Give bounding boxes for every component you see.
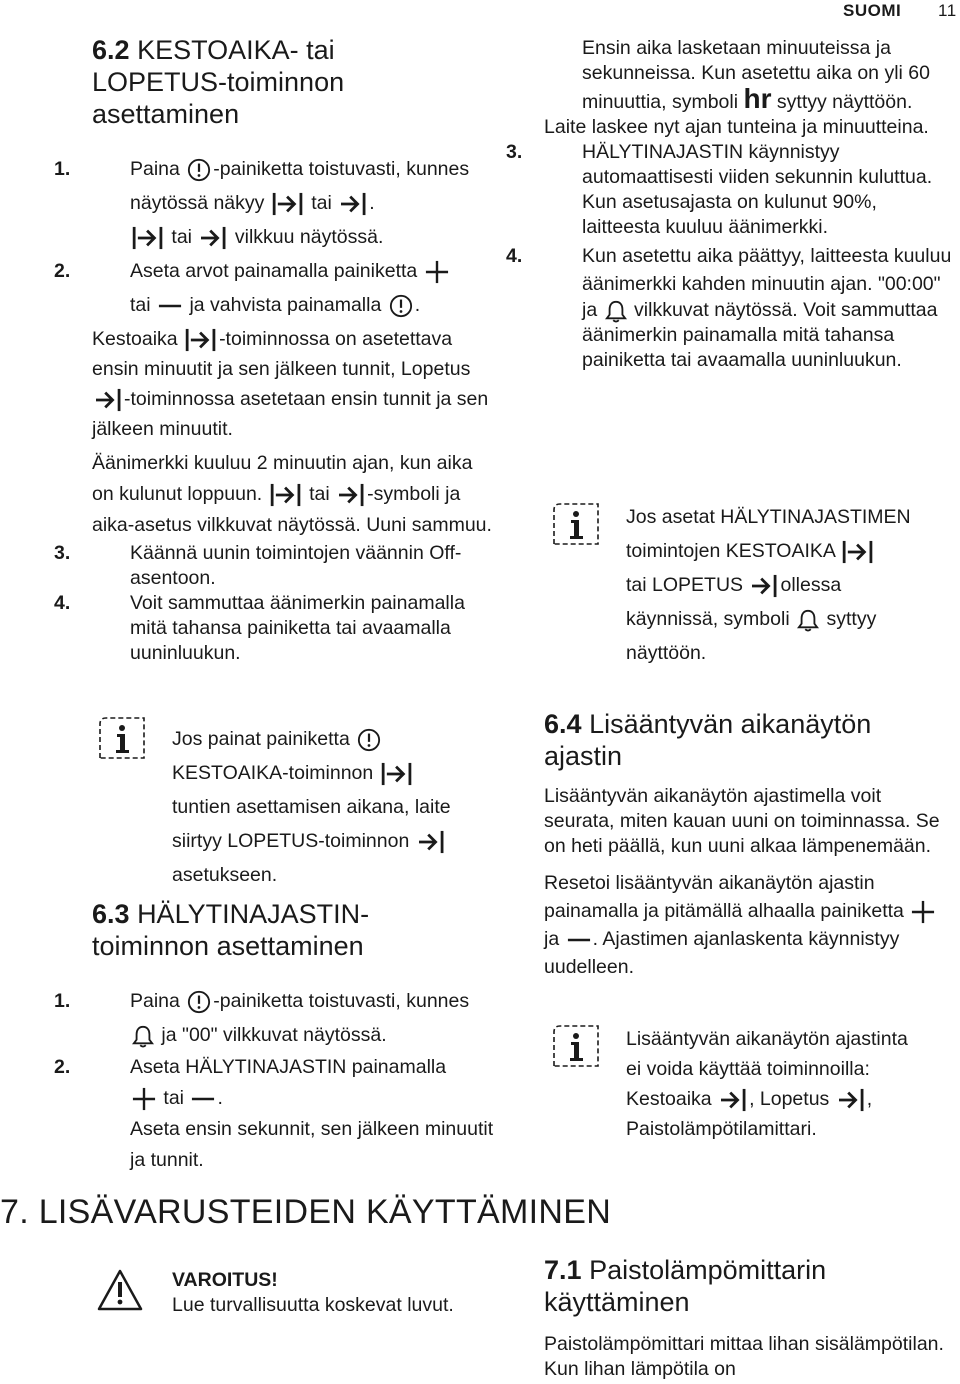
timer-continuation bbox=[544, 36, 954, 115]
step-1 bbox=[54, 984, 502, 1052]
step-text: Kun asetusajasta on kulunut 90%, laitteesta kuuluu äänimerkki. bbox=[582, 191, 877, 238]
end-time-icon bbox=[417, 830, 445, 854]
step-text: "00:00" ja bbox=[582, 273, 941, 321]
step-text: -painiketta toistuvasti, kunnes näytössä näkyy bbox=[130, 158, 470, 214]
step-4 bbox=[506, 242, 954, 373]
note-text: , Lopetus bbox=[749, 1088, 830, 1110]
para-text: Ensin aika lasketaan minuuteissa ja sekunneissa. Kun asetettu aika on yli 60 minuuttia, symboli bbox=[582, 37, 930, 113]
end-time-icon bbox=[837, 1088, 865, 1112]
section-number: 7.1 bbox=[544, 1255, 582, 1285]
step-text: tai bbox=[163, 1087, 185, 1109]
plus-icon bbox=[425, 260, 449, 284]
warning-text: Lue turvallisuutta koskevat luvut. bbox=[172, 1294, 454, 1316]
page-number: 11 bbox=[938, 1, 957, 20]
step-text: HÄLYTINAJASTIN käynnistyy automaattisesti viiden sekunnin kuluttua. bbox=[582, 141, 933, 188]
step-text: Aseta arvot painamalla painiketta bbox=[130, 260, 418, 282]
chapter-7-heading: 7. LISÄVARUSTEIDEN KÄYTTÄMINEN bbox=[0, 1193, 612, 1231]
clock-icon bbox=[187, 990, 211, 1014]
para-text: -toiminnossa on asetettava ensin minuutit ja sen jälkeen tunnit, Lopetus bbox=[92, 328, 471, 380]
para-text: tai bbox=[309, 483, 330, 505]
hr-symbol: hr bbox=[743, 83, 772, 114]
note-text: KESTOAIKA-toiminnon bbox=[172, 762, 374, 784]
clock-icon bbox=[357, 728, 381, 752]
clock-icon bbox=[187, 158, 211, 182]
step-text: tai bbox=[171, 226, 193, 248]
info-icon bbox=[548, 500, 604, 555]
section-6-2-heading bbox=[92, 34, 452, 130]
step-text: ja vahvista painamalla bbox=[189, 294, 382, 316]
section-6-3-heading bbox=[92, 898, 432, 962]
step-text: tai bbox=[130, 294, 151, 316]
end-time-icon bbox=[199, 226, 227, 250]
note-text: tuntien asettamisen aikana, laite siirtyy LOPETUS-toiminnon bbox=[172, 796, 451, 852]
para-text: -toiminnossa asetetaan ensin tunnit ja sen jälkeen minuutit. bbox=[92, 388, 489, 440]
section-6-4-body bbox=[544, 784, 954, 981]
step-text: . bbox=[369, 192, 375, 214]
note-text: syttyy näyttöön. bbox=[626, 608, 877, 664]
step-number: 2. bbox=[54, 1056, 71, 1078]
step-text: Käännä uunin toimintojen väännin Off-asentoon. bbox=[130, 542, 462, 589]
section-6-4-heading bbox=[544, 708, 924, 772]
step-text: Kun asetettu aika päättyy, laitteesta kuuluu äänimerkki kahden minuutin ajan. bbox=[582, 245, 952, 295]
para-text: Lisääntyvän aikanäytön ajastimella voit seurata, miten kauan uuni on toiminnassa. Se on heti päällä, kun uuni alkaa lämpenemään. bbox=[544, 785, 940, 857]
step-1 bbox=[54, 152, 502, 254]
step-text: ja "00" vilkkuvat näytössä. bbox=[161, 1024, 387, 1046]
step-text: . bbox=[217, 1087, 223, 1109]
step-text: vilkkuvat näytössä. Voit sammuttaa äänimerkin painamalla mitä tahansa painiketta tai avaamalla uuninluukun. bbox=[582, 299, 938, 371]
step-number: 4. bbox=[54, 592, 71, 614]
warning-title: VAROITUS! bbox=[172, 1269, 278, 1291]
note-text: , Paistolämpötilamittari. bbox=[626, 1088, 873, 1140]
para-text: Äänimerkki kuuluu 2 minuutin ajan, kun aika on kulunut loppuun. bbox=[92, 452, 473, 505]
info-note-6-2 bbox=[172, 722, 462, 892]
step-4 bbox=[54, 591, 502, 666]
step-text: Voit sammuttaa äänimerkin painamalla mitä tahansa painiketta tai avaamalla uuninluukun. bbox=[130, 592, 465, 664]
step-number: 1. bbox=[54, 990, 71, 1012]
duration-icon bbox=[132, 226, 164, 250]
paragraph-alarm bbox=[92, 448, 492, 541]
step-text: vilkkuu näytössä. bbox=[234, 226, 384, 248]
step-text: Paina bbox=[130, 158, 180, 180]
para-text: Paistolämpömittari mittaa lihan sisälämpötilan. Kun lihan lämpötila on bbox=[544, 1333, 944, 1380]
step-text: -painiketta toistuvasti, kunnes bbox=[213, 990, 470, 1012]
duration-icon bbox=[842, 540, 874, 564]
step-number: 2. bbox=[54, 260, 71, 282]
para-text: syttyy näyttöön. bbox=[776, 91, 913, 113]
para-text: . Ajastimen ajanlaskenta käynnistyy uudelleen. bbox=[544, 928, 900, 978]
para-text: ja bbox=[544, 928, 560, 950]
minus-icon bbox=[567, 928, 591, 952]
step-text: Aseta ensin sekunnit, sen jälkeen minuutit ja tunnit. bbox=[130, 1118, 494, 1171]
step-text: . bbox=[414, 294, 421, 316]
para-text: Resetoi lisääntyvän aikanäytön ajastin painamalla ja pitämällä alhaalla painiketta bbox=[544, 872, 904, 922]
section-number: 6.4 bbox=[544, 709, 582, 739]
duration-icon bbox=[270, 483, 302, 507]
step-text: Paina bbox=[130, 990, 180, 1012]
plus-icon bbox=[911, 900, 935, 924]
paragraph-order bbox=[92, 324, 492, 444]
para-text: -symboli ja aika-asetus vilkkuvat näytössä. Uuni sammuu. bbox=[92, 483, 492, 536]
section-6-3-body bbox=[54, 984, 502, 1176]
info-note-count-up bbox=[626, 1024, 916, 1144]
bell-icon bbox=[132, 1024, 154, 1048]
step-3 bbox=[506, 140, 954, 190]
note-text: asetukseen. bbox=[172, 864, 278, 886]
para-text: Laite laskee nyt ajan tunteina ja minuutteina. bbox=[544, 116, 929, 138]
plus-icon bbox=[132, 1087, 156, 1111]
step-2 bbox=[54, 254, 502, 322]
section-title: KESTOAIKA- tai LOPETUS-toiminnon asettaminen bbox=[92, 35, 345, 129]
info-icon bbox=[94, 714, 150, 769]
end-time-icon bbox=[94, 388, 122, 412]
info-icon bbox=[548, 1022, 604, 1077]
para-text: Kestoaika bbox=[92, 328, 178, 350]
step-number: 3. bbox=[506, 141, 523, 163]
section-6-2-body bbox=[54, 152, 502, 666]
step-text: Aseta HÄLYTINAJASTIN painamalla bbox=[130, 1056, 447, 1078]
note-text: tai LOPETUS bbox=[626, 574, 744, 596]
section-title: Paistolämpömittarin käyttäminen bbox=[544, 1255, 827, 1317]
step-3 bbox=[54, 541, 502, 591]
note-text: Jos asetat HÄLYTINAJASTIMEN toimintojen KESTOAIKA bbox=[626, 506, 911, 562]
note-text: Jos painat painiketta bbox=[172, 728, 350, 750]
step-2 bbox=[54, 1052, 502, 1176]
step-text: tai bbox=[311, 192, 332, 214]
section-7-1-heading bbox=[544, 1254, 924, 1318]
section-number: 6.3 bbox=[92, 899, 130, 929]
minus-icon bbox=[158, 294, 182, 318]
minus-icon bbox=[191, 1087, 215, 1111]
section-number: 6.2 bbox=[92, 35, 130, 65]
bell-icon bbox=[605, 299, 627, 323]
note-text: Lisääntyvän aikanäytön ajastinta ei voida käyttää toiminnoilla: Kestoaika bbox=[626, 1028, 908, 1110]
right-column bbox=[506, 36, 954, 373]
section-title: Lisääntyvän aikanäytön ajastin bbox=[544, 709, 872, 771]
bell-icon bbox=[797, 608, 819, 632]
reset-paragraph bbox=[544, 869, 954, 981]
clock-icon bbox=[389, 294, 413, 318]
warning-note bbox=[172, 1268, 472, 1318]
duration-icon bbox=[185, 328, 217, 352]
section-title: HÄLYTINAJASTIN-toiminnon asettaminen bbox=[92, 899, 370, 961]
end-time-icon bbox=[750, 574, 778, 598]
header-language: SUOMI bbox=[843, 1, 902, 20]
note-text: ollessa käynnissä, symboli bbox=[626, 574, 842, 630]
duration-icon bbox=[272, 192, 304, 216]
step-number: 1. bbox=[54, 158, 71, 180]
end-time-icon bbox=[719, 1088, 747, 1112]
step-number: 4. bbox=[506, 245, 523, 267]
end-time-icon bbox=[337, 483, 365, 507]
duration-icon bbox=[381, 762, 413, 786]
info-note-alarm bbox=[626, 500, 926, 670]
step-number: 3. bbox=[54, 542, 71, 564]
end-time-icon bbox=[339, 192, 367, 216]
warning-icon bbox=[96, 1268, 144, 1319]
